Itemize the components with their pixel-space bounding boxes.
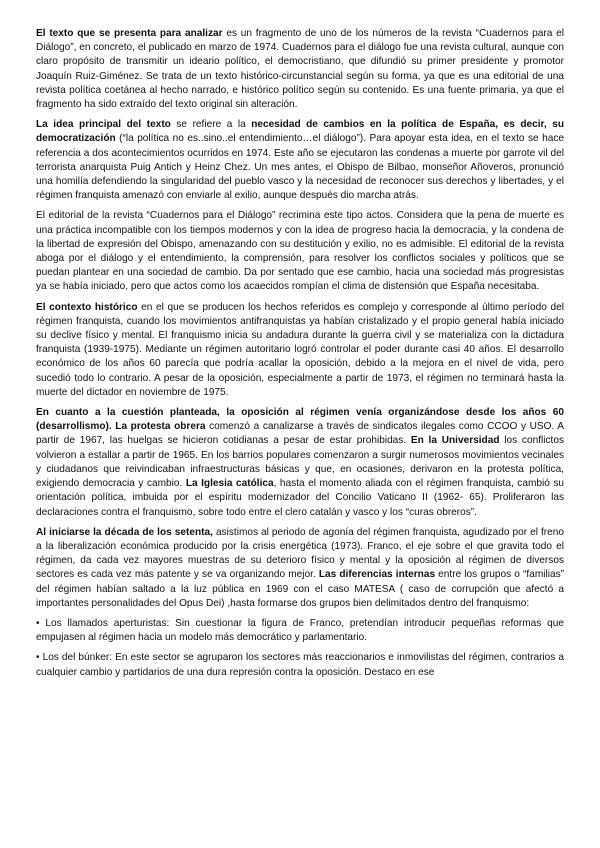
intro-heading: El texto que se presenta para analizar: [36, 28, 223, 39]
paragraph-opposition: En cuanto a la cuestión planteada, la oposición al régimen venía organizándose desde los años 60 (desarrollismo). La protesta obrera comenzó a canalizarse a través de sindicatos ilegales como CCOO y USO. A partir de 1967, las huelgas se hicieron cotidianas a pesar de estar prohibidas. En la Universidad los conflictos volvieron a estallar a partir de 1965. En los barrios populares comenzaron a surgir numerosos movimientos vecinales y ciudadanos que reivindicaban infraestructuras básicas y que, en ocasiones, derivaron en la protesta política, exigiendo democracia y cambio. La Iglesia católica, hasta el momento aliada con el régimen franquista, cambió su orientación política, imbuida por el espíritu modernizador del Concilio Vaticano II (1962- 65). Proliferaron las declaraciones contra el franquismo, sobre todo entre el clero catalán y vasco y los “curas obreros”.: [36, 407, 565, 518]
paragraph-context: El contexto histórico en el que se producen los hechos referidos es complejo y corresponde al último período del régimen franquista, cuando los movimientos antifranquistas ya habían cristalizado y el propio general había iniciado su declive físico y mental. El franquismo inicia su andadura durante la guerra civil y se materializa con la dictadura franquista (1939-1975). Mediante un régimen autoritario logró controlar el poder durante casi 40 años. El desarrollo económico de los años 60 parecía que podría acallar la oposición, debido a la mejora en el nivel de vida, pero sucedió todo lo contrario. A pesar de la oposición, especialmente a partir de 1973, el régimen no terminará hasta la muerte del dictador en noviembre de 1975.: [36, 301, 564, 398]
paragraph-seventies: Al iniciarse la década de los setenta, asistimos al periodo de agonía del régimen franquista, agudizado por el freno a la liberalización económica producido por la crisis energética (1973). Franco, el eje sobre el que gravita todo el régimen, da cada vez mayores muestras de su deterioro físico y mental y la oposición al régimen de diversos sectores es cada vez más patente y se va organizando mejor. Las diferencias internas entre los grupos o “familias” del régimen habían saltado a la luz pública en 1969 con el caso MATESA ( caso de corrupción que afectó a importantes personalidades del Opus Dei) ,hasta formarse dos grupos bien delimitados dentro del franquismo:: [36, 526, 564, 609]
paragraph-editorial: El editorial de la revista “Cuadernos para el Diálogo” recrimina este tipo actos. Considera que la pena de muerte es una práctica incompatible con los tiempos modernos y con la idea de progreso hacia la democracia, y la condena de la libertad de expresión del Obispo, amenazando con su destitución y exilio, no es admisible. El editorial de la revista aboga por el diálogo y el entendimiento, la comprensión, para resolver los conflictos sociales y políticos que se puedan plantear en una sociedad de cambio. Da por sentado que ese cambio, hacia una sociedad más progresistas ya se había iniciado, pero que actos como los acaecidos rompían el clima de distensión que España necesitaba.: [36, 210, 564, 293]
opposition-heading: En cuanto a la cuestión planteada, la oposición al régimen venía organizándose desde los años 60 (desarrollismo). La protesta obrera: [36, 407, 564, 433]
paragraph-main-idea: La idea principal del texto se refiere a la necesidad de cambios en la política de España, es decir, su democratización (“la política no es..sino..el entendimiento…el diálogo”). Para apoyar esta idea, en el texto se hace referencia a dos acontecimientos ocurridos en 1974. Este año se ejecutaron las condenas a muerte por garrote vil del terrorista anarquista Puig Antich y Heinz Chez. Un mes antes, el Obispo de Bilbao, monseñor Añoveros, pronunció una homilía defendiendo la singularidad del pueblo vasco y la necesidad de reconocer sus derechos y libertades, y el régimen franquista amenazó con enviarle al exilio, aunque después dio marcha atrás.: [36, 119, 564, 202]
bullet-bunker: • Los del búnker: En este sector se agruparon los sectores más reaccionarios e inmovilistas del régimen, contrarios a cualquier cambio y partidarios de una dura represión contra la oposición. Destaco en ese: [36, 652, 564, 678]
bullet-aperturistas: • Los llamados aperturistas: Sin cuestionar la figura de Franco, pretendían introducir pequeñas reformas que empujasen al régimen hacia un modelo más democrático y parlamentario.: [36, 617, 564, 644]
context-heading: El contexto histórico: [36, 301, 138, 313]
main-idea-heading: La idea principal del texto: [36, 119, 171, 131]
paragraph-intro: El texto que se presenta para analizar es un fragmento de uno de los números de la revista “Cuadernos para el Diálogo”, en concreto, el publicado en marzo de 1974. Cuadernos para el diálogo fue una revista cultural, aunque con claro propósito de transmitir un ideario político, el democristiano, que difundió su primer presidente y promotor Joaquín Ruiz-Giménez. Se trata de un texto histórico-circunstancial según su forma, ya que es una editorial de una revista política coetánea al hecho narrado, e histórico político según su contenido. Es una fuente primaria, ya que el fragmento ha sido extraído del texto original sin alteración.: [36, 28, 564, 111]
seventies-heading: Al iniciarse la década de los setenta,: [36, 526, 213, 538]
